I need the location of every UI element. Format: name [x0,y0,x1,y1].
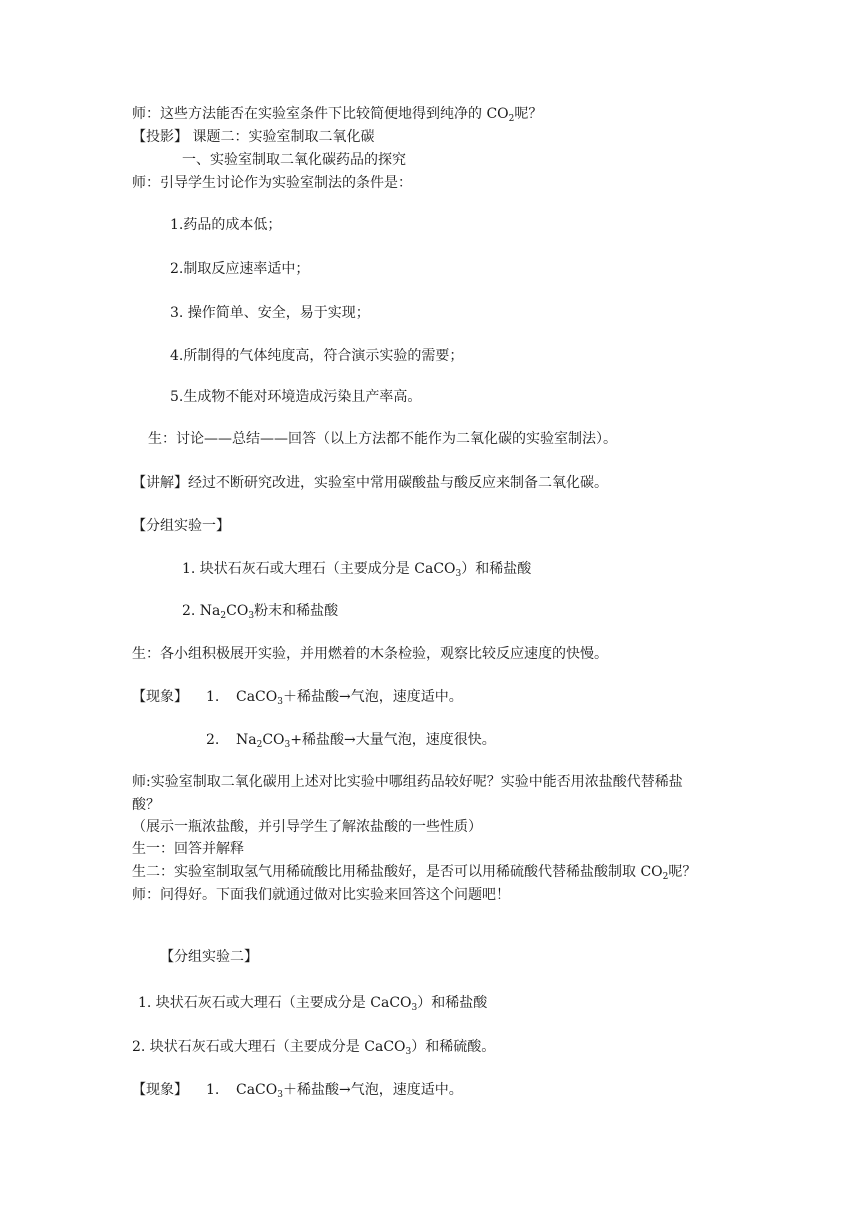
student-discussion-line: 生：讨论——总结——回答（以上方法都不能作为二氧化碳的实验室制法）。 [148,431,617,447]
condition-item: 4.所制得的气体纯度高，符合演示实验的需要； [170,348,464,364]
experiment-1-item: 1. 块状石灰石或大理石（主要成分是 CaCO$_3$）和稀盐酸 [182,561,532,579]
student-2-line: 生二：实验室制取氢气用稀硫酸比用稀盐酸好，是否可以用稀硫酸代替稀盐酸制取 $CO_2$呢？ [132,864,697,882]
phenomenon-label: 【现象】 [132,689,188,705]
phenomenon-number: 2. [206,732,220,748]
explanation-line: 【讲解】经过不断研究改进，实验室中常用碳酸盐与酸反应来制备二氧化碳。 [132,475,608,491]
demonstration-note: （展示一瓶浓盐酸，并引导学生了解浓盐酸的一些性质） [132,819,482,835]
student-1-line: 生一：回答并解释 [132,841,244,857]
condition-item: 2.制取反应速率适中； [170,261,310,277]
phenomenon-line: 【现象】 1. CaCO$_3$＋稀盐酸→气泡，速度适中。 [132,689,463,707]
student-experiment-line: 生：各小组积极展开实验，并用燃着的木条检验，观察比较反应速度的快慢。 [132,646,608,662]
experiment-2-item: 2. 块状石灰石或大理石（主要成分是 CaCO$_3$）和稀硫酸。 [132,1039,496,1057]
teacher-question-line: 师:实验室制取二氧化碳用上述对比实验中哪组药品较好呢？实验中能否用浓盐酸代替稀盐 [132,774,683,790]
teacher-question-line: 师：这些方法能否在实验室条件下比较简便地得到纯净的 $CO_2$呢？ [132,106,543,124]
group-experiment-2-heading: 【分组实验二】 [160,949,258,965]
condition-item: 1.药品的成本低； [170,217,282,233]
group-experiment-1-heading: 【分组实验一】 [132,518,230,534]
section-heading: 一、实验室制取二氧化碳药品的探究 [182,152,406,168]
teacher-response-line: 师：问得好。下面我们就通过做对比实验来回答这个问题吧！ [132,887,510,903]
condition-item: 3. 操作简单、安全，易于实现； [170,305,370,321]
teacher-question-continuation: 酸？ [132,797,160,813]
condition-item: 5.生成物不能对环境造成污染且产率高。 [170,389,422,405]
phenomenon-number: 1. [206,689,220,705]
teacher-guide-line: 师：引导学生讨论作为实验室制法的条件是： [132,175,412,191]
phenomenon-label: 【现象】 [132,1082,188,1098]
experiment-1-item: 2. $Na_2CO_3$粉末和稀盐酸 [182,603,339,621]
phenomenon-line: 2. $Na_2CO_3+$稀盐酸→大量气泡，速度很快。 [206,732,496,750]
projection-topic-line: 【投影】 课题二：实验室制取二氧化碳 [132,129,375,145]
phenomenon-line: 【现象】 1. CaCO$_3$＋稀盐酸→气泡，速度适中。 [132,1082,463,1100]
experiment-2-item: 1. 块状石灰石或大理石（主要成分是 CaCO$_3$）和稀盐酸 [138,995,488,1013]
phenomenon-number: 1. [206,1082,220,1098]
